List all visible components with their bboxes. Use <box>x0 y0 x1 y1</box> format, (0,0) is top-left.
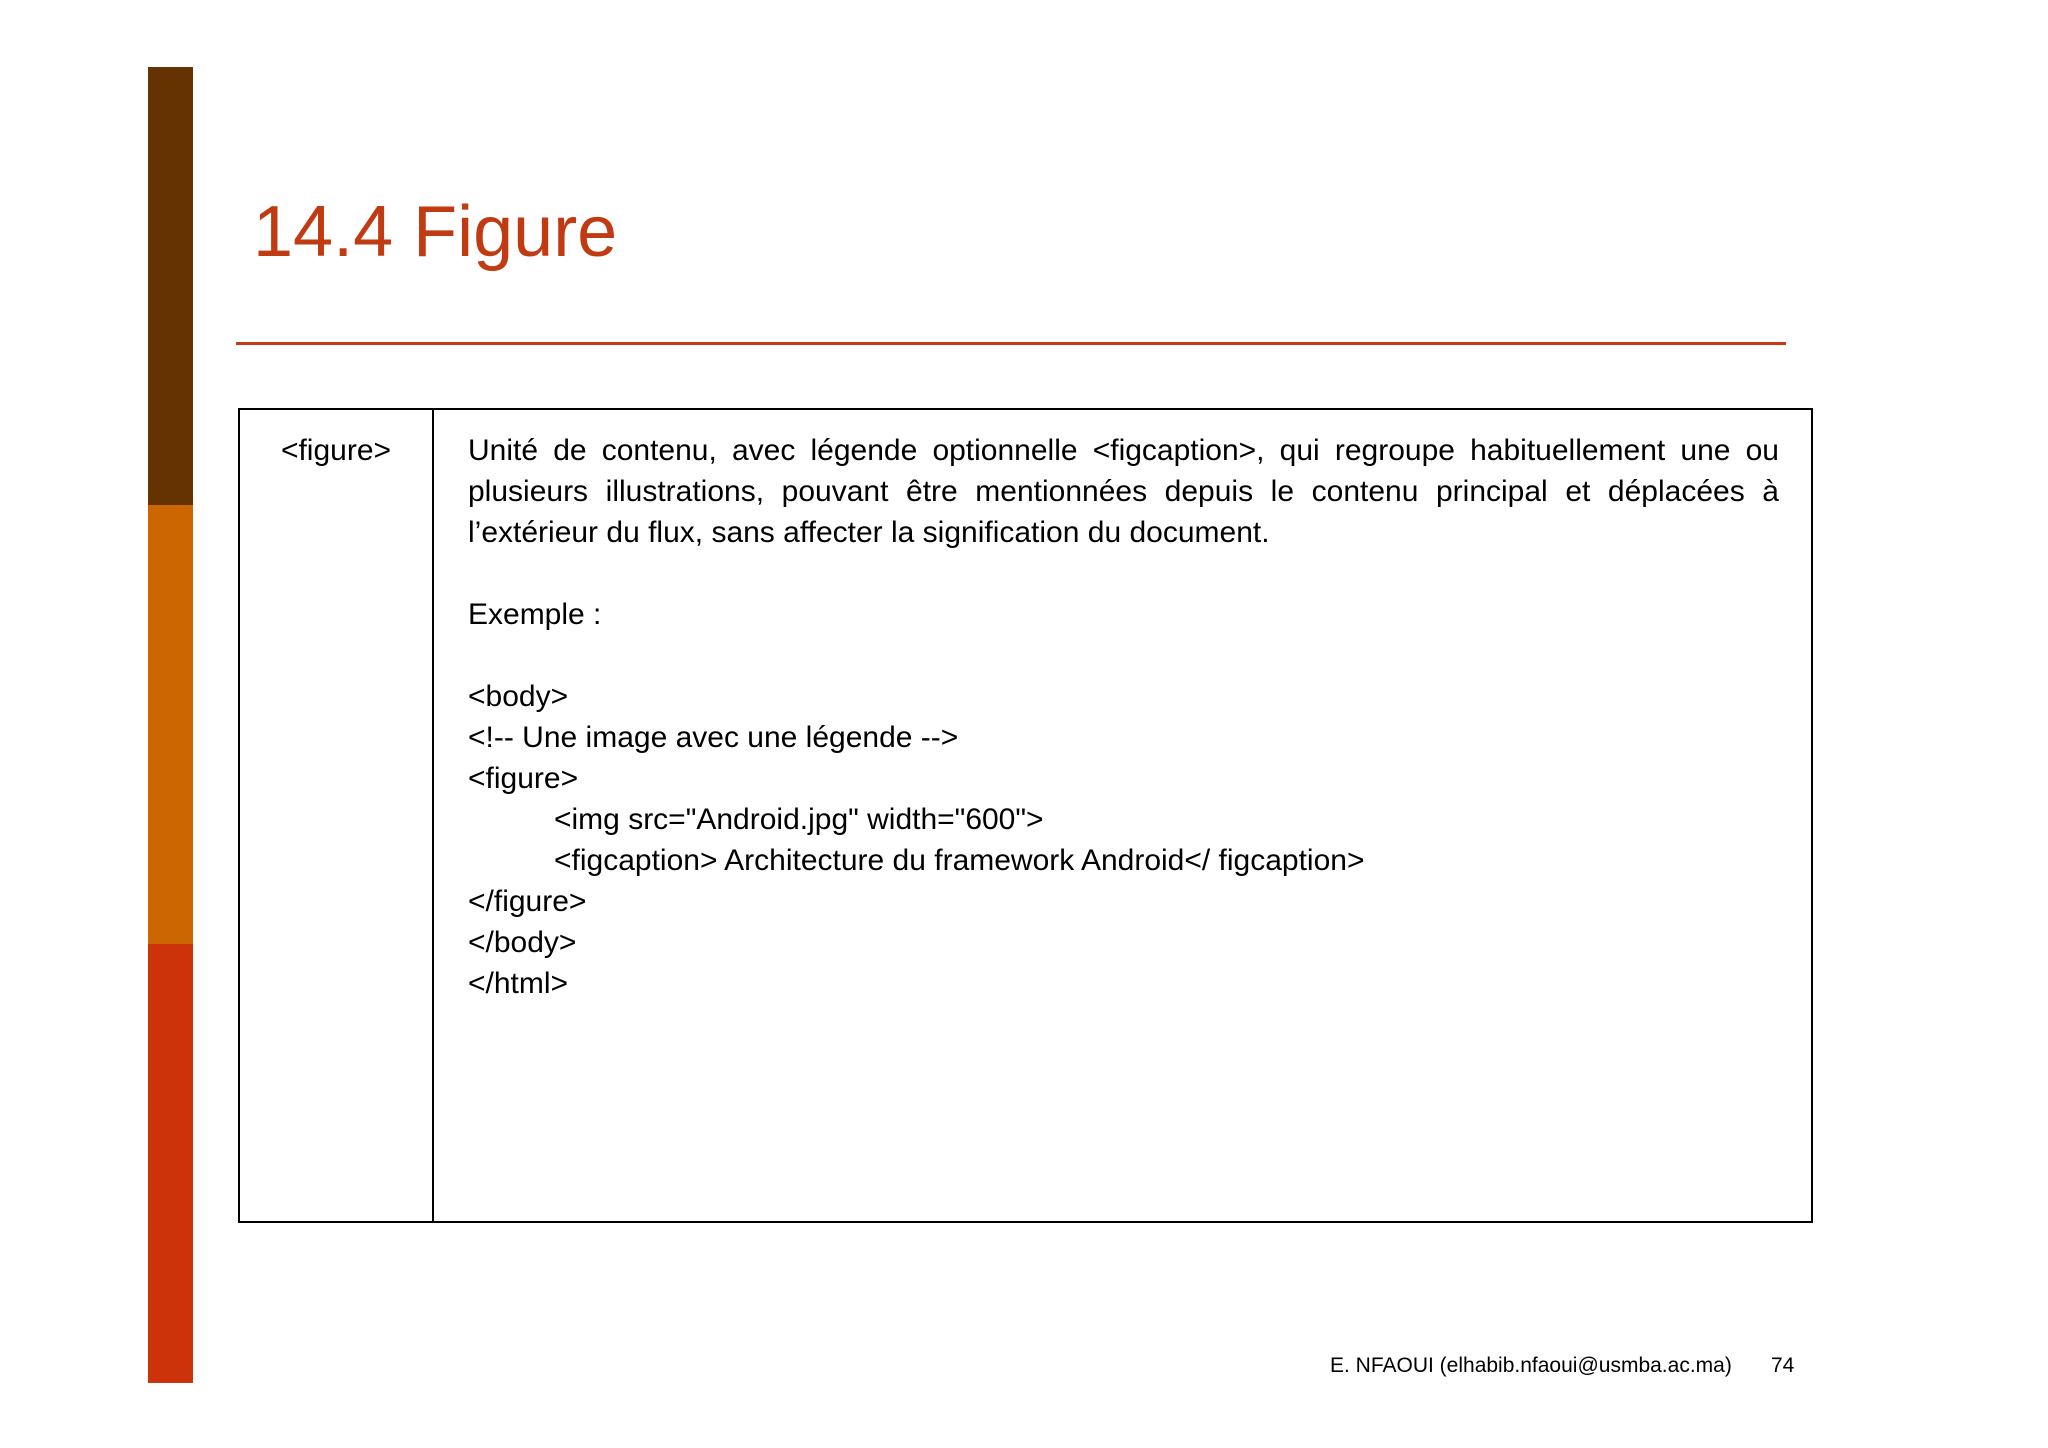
sidebar-bar-bottom <box>148 944 193 1383</box>
code-line: <figure> <box>468 762 579 795</box>
content-table <box>238 408 1813 1223</box>
code-line: <!-- Une image avec une légende --> <box>468 721 959 754</box>
page-number: 74 <box>1771 1354 1795 1377</box>
description-text: Unité de contenu, avec légende optionnelle <figcaption>, qui regroupe habituellement une ou plusieurs illustrations, pouvant être mentionnées depuis le contenu principal et déplacées à l’extérieur du flux, sans affecter la signification du document. <box>468 434 1779 549</box>
tag-cell: <figure> <box>280 434 392 467</box>
sidebar-bar-top <box>148 67 193 505</box>
code-line: <body> <box>468 680 569 713</box>
title-underline <box>236 342 1786 345</box>
sidebar-bar-middle <box>148 505 193 944</box>
code-line: <img src="Android.jpg" width="600"> <box>554 803 1044 836</box>
description-cell <box>468 430 1779 1004</box>
code-line: </body> <box>468 926 577 959</box>
example-label: Exemple : <box>468 598 602 631</box>
footer-author: E. NFAOUI (elhabib.nfaoui@usmba.ac.ma) <box>1330 1354 1732 1377</box>
table-column-divider <box>432 410 434 1221</box>
code-line: <figcaption> Architecture du framework Android</ figcaption> <box>554 844 1365 877</box>
slide-title: 14.4 Figure <box>253 192 618 272</box>
code-line: </figure> <box>468 885 587 918</box>
code-line: </html> <box>468 967 569 1000</box>
